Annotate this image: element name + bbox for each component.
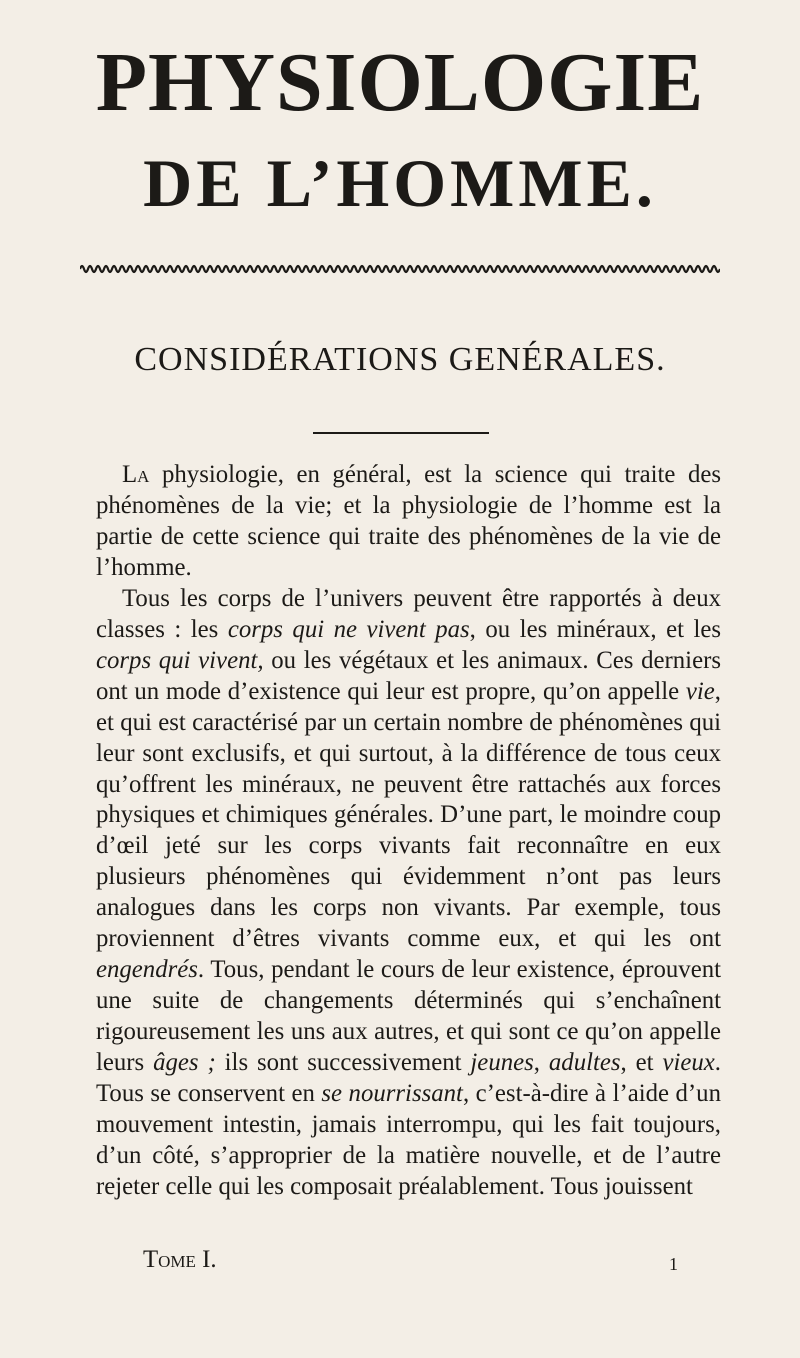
paragraph-2 xyxy=(96,584,721,1203)
text-run: , ou les minéraux, et les xyxy=(469,615,722,643)
text-run: . Tous se conservent en xyxy=(96,1049,721,1108)
book-title: PHYSIOLOGIE xyxy=(95,36,705,129)
text-run: , et qui est caractérisé par un certain nombre de phénomènes qui leur sont exclusifs, et qui surtout, à la différence de tous ceux qu’offrent les minéraux, ne peuvent être rattachés aux forces physiques et chimiques générales. D’une part, le moindre coup d’œil jeté sur les corps vivants fait reconnaître en eux plusieurs phénomènes qui évidemment n’ont pas leurs analogues dans les corps non vivants. Par exemple, tous proviennent d’êtres vivants comme eux, et qui les ont xyxy=(96,677,721,953)
italic-run: jeunes xyxy=(470,1049,534,1077)
text-run: ils sont successivement xyxy=(215,1049,471,1077)
italic-run: engendrés xyxy=(96,956,198,984)
text-run: ou les végétaux et les animaux. Ces derniers ont un mode d’existence qui leur est propre, qu’on appelle xyxy=(96,646,721,705)
paragraph-1 xyxy=(96,460,721,584)
body-text xyxy=(96,460,721,1203)
text-run: , xyxy=(533,1049,549,1077)
text-run: . Tous, pendant le cours de leur existence, éprouvent une suite de changements déterminés qui s’enchaînent rigoureusement les uns aux autres, et qui sont ce qu’on appelle leurs xyxy=(96,956,721,1077)
lead-word: La xyxy=(122,461,150,488)
italic-run: corps qui vivent, xyxy=(96,646,264,674)
wavy-rule-ornament-icon xyxy=(80,262,720,276)
divider-rule xyxy=(313,432,489,434)
italic-run: vie xyxy=(685,677,715,705)
section-title: CONSIDÉRATIONS GENÉRALES. xyxy=(134,341,666,378)
text-run: , et xyxy=(620,1049,663,1077)
italic-run: adultes xyxy=(548,1049,621,1077)
page-number: 1 xyxy=(669,1254,678,1274)
text-run: Tous les corps de l’univers peuvent être rapportés à deux classes : les xyxy=(96,584,721,643)
text-run: physiologie, en général, est la science qui traite des phénomènes de la vie; et la physiologie de l’homme est la partie de cette science qui traite des phénomènes de la vie de l’homme. xyxy=(96,461,721,581)
italic-run: âges ; xyxy=(153,1049,216,1077)
italic-run: corps qui ne vivent pas xyxy=(227,615,470,643)
tome-label: Tome I. xyxy=(143,1246,217,1273)
book-subtitle: DE L’HOMME. xyxy=(143,145,657,221)
page-footer xyxy=(143,1245,678,1277)
italic-run: vieux xyxy=(662,1049,715,1077)
italic-run: se nourrissant xyxy=(321,1080,463,1108)
text-run: , c’est-à-dire à l’aide d’un mouvement intestin, jamais interrompu, qui les fait toujours, d’un côté, s’approprier de la matière nouvelle, et de l’autre rejeter celle qui les composait préalablement. Tous jouissent xyxy=(96,1080,721,1200)
